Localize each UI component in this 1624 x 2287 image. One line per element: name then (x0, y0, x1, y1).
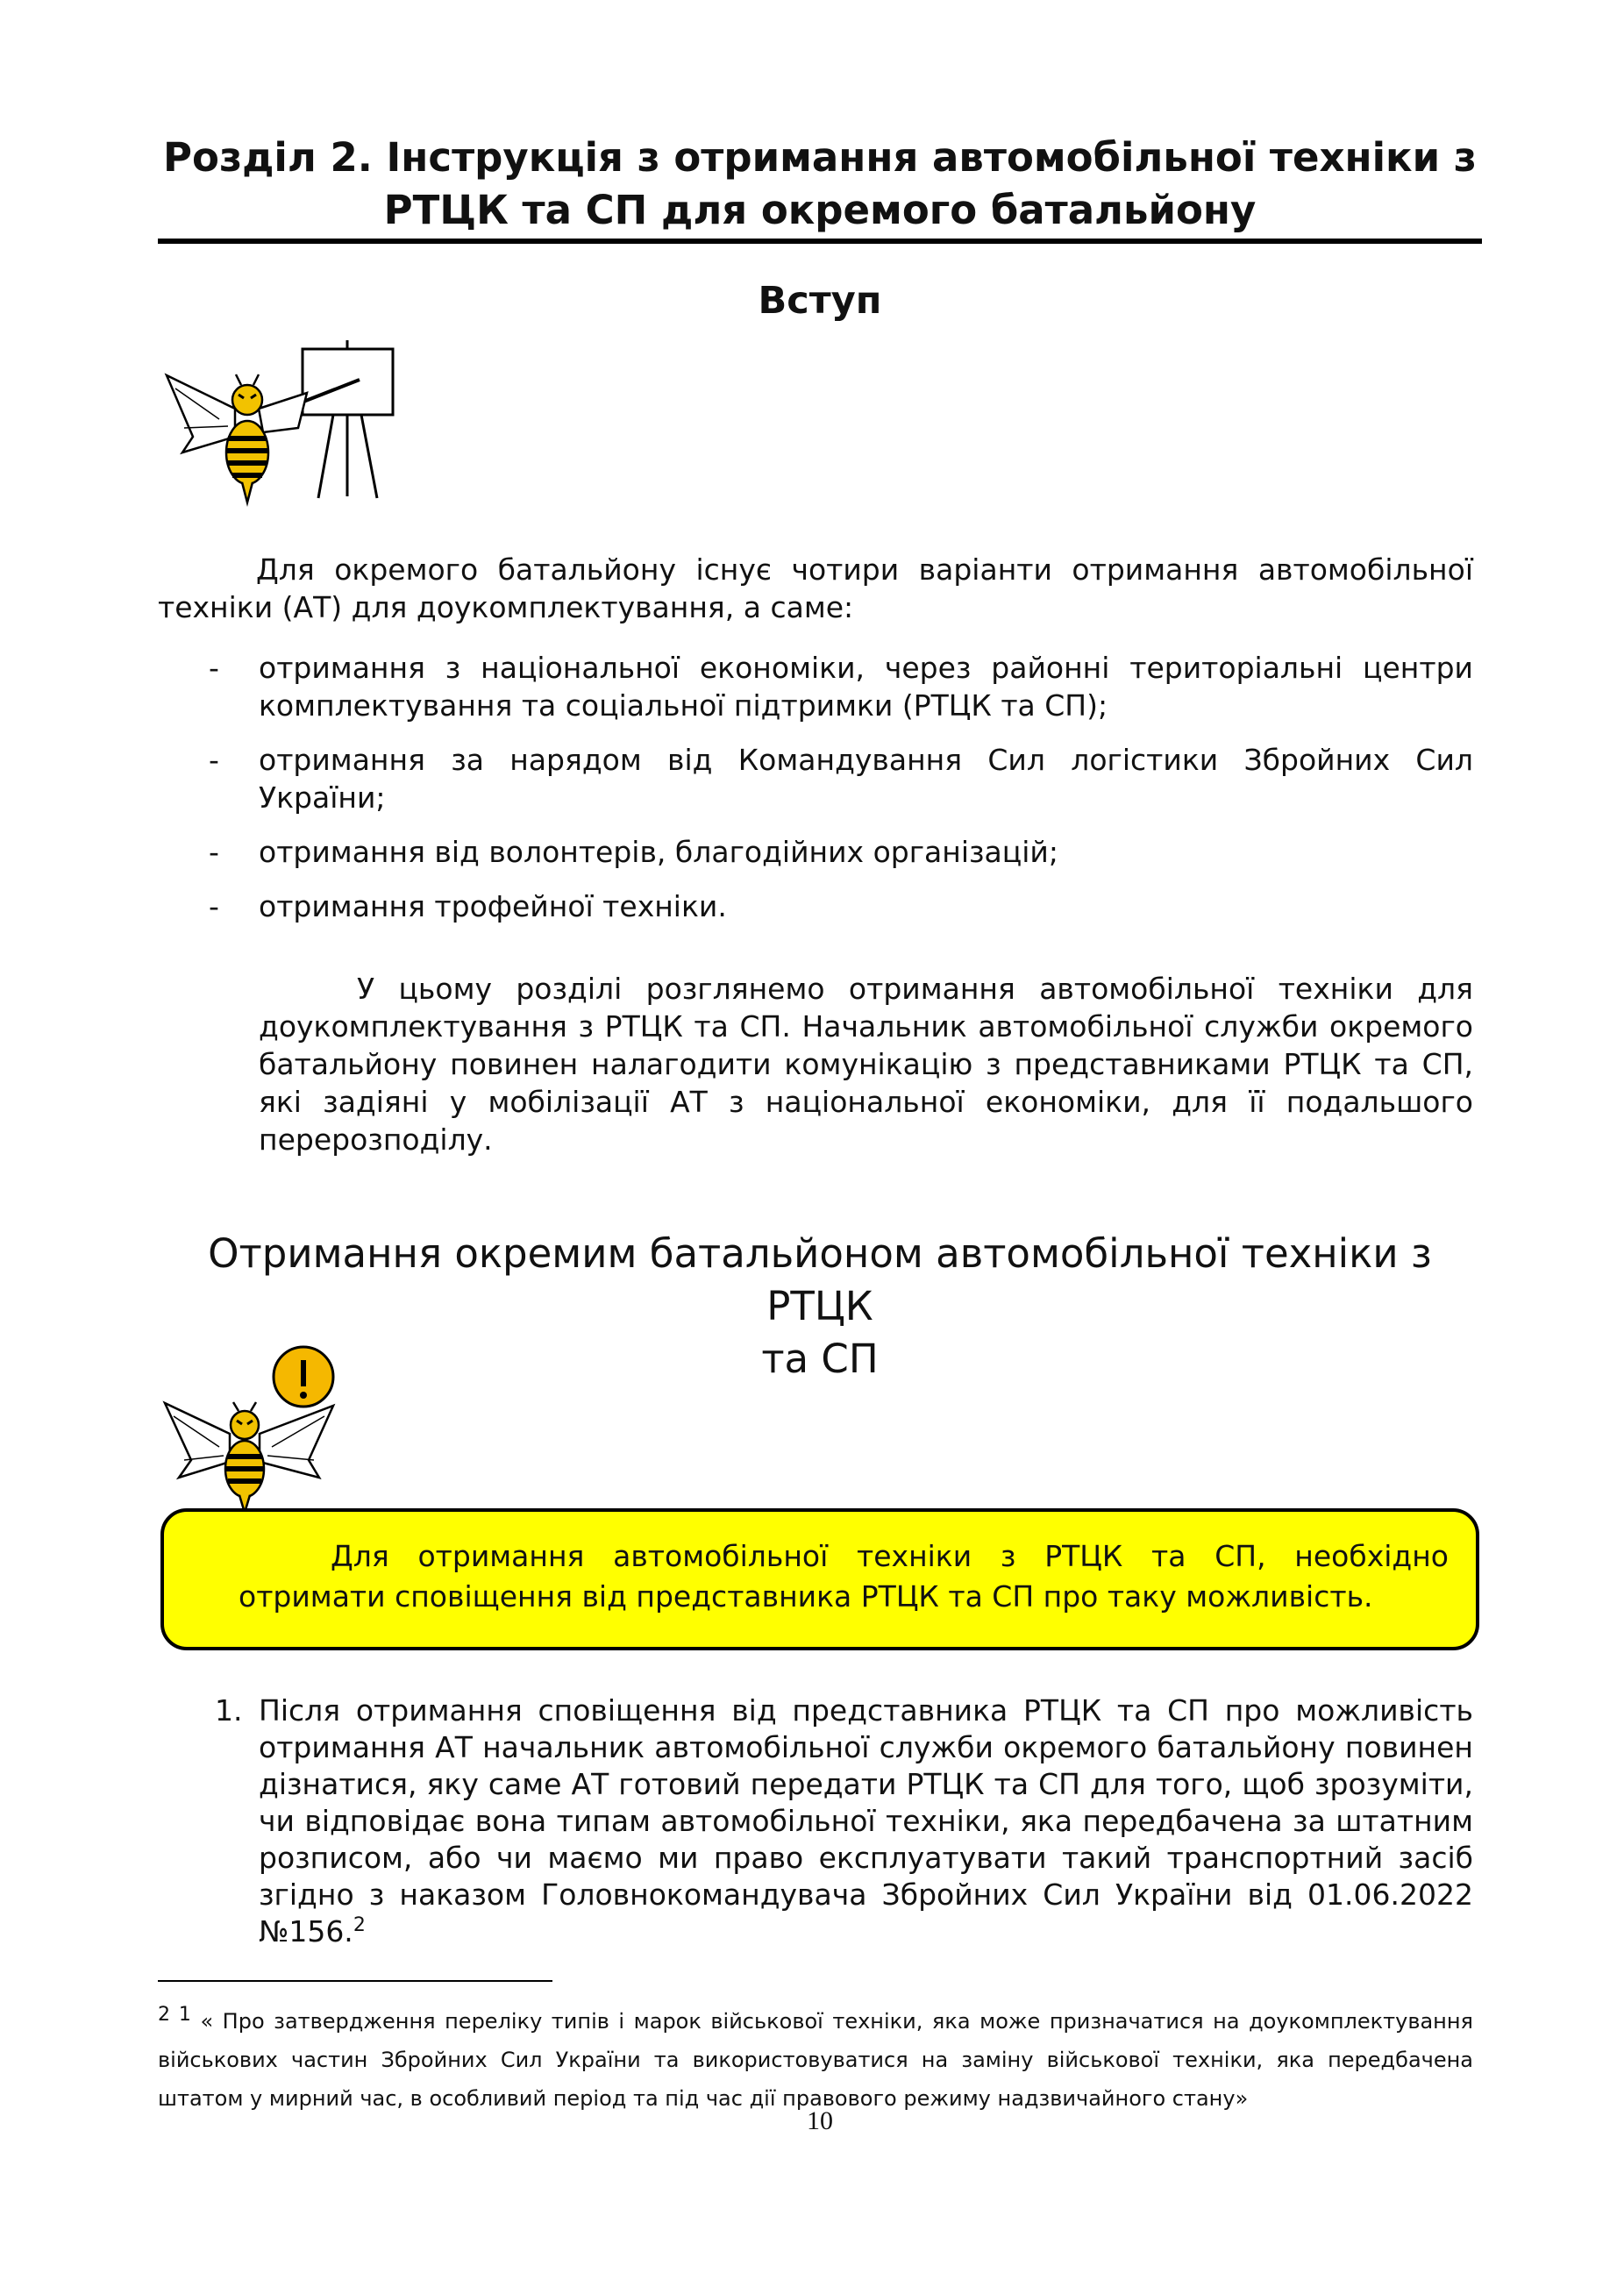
list-item: - отримання з національної економіки, через районні територіальні центри комплектування та соціальної підтримки (РТЦК та СП); (209, 651, 1473, 723)
page-number: 10 (807, 2106, 833, 2135)
intro-paragraph: Для окремого батальйону існує чотири варіанти отримання автомобільної техніки (АТ) для доукомплектування, а саме: (158, 552, 1473, 624)
list-item: - отримання трофейної техніки. (209, 889, 727, 923)
section-title-line1: Розділ 2. Інструкція з отримання автомобільної техніки з (163, 134, 1477, 181)
item-number: 1. (215, 1693, 243, 1728)
intro-title: Вступ (758, 279, 882, 323)
title-underline (158, 239, 1482, 244)
section-title (158, 132, 1482, 237)
list-item: - отримання від волонтерів, благодійних організацій; (209, 835, 1058, 869)
footnote-ref[interactable]: 2 (353, 1914, 366, 1936)
footnote (158, 2002, 1473, 2118)
item-text: Після отримання сповіщення від представника РТЦК та СП про можливість отримання АТ начальник автомобільної служби окремого батальйону повинен дізнатися, яку саме АТ готовий передати РТЦК та СП для того, щоб зрозуміти, чи відповідає вона типам автомобільної техніки, яка передбачена за штатним розписом, або чи маємо ми право експлуатувати такий транспортний засіб згідно з наказом Головнокомандувача Збройних Сил України від 01.06.2022 №156.$^2$ (259, 1693, 1473, 1949)
section-overview-paragraph: У цьому розділі розглянемо отримання автомобільної техніки для доукомплектування з РТЦК та СП. Начальник автомобільної служби окремого батальйону повинен налагодити комунікацію з представниками РТЦК та СП, які задіяні у мобілізації АТ з національної економіки, для її подальшого перерозподілу. (259, 972, 1473, 1157)
numbered-item-1 (158, 1692, 1473, 1950)
subsection-heading: Отримання окремим батальйоном автомобільної техніки з РТЦК та СП (208, 1230, 1432, 1382)
variants-list (158, 649, 1473, 942)
footnote-text: « Про затвердження переліку типів і марок військової техніки, яка може призначатися на доукомплектування військових частин Збройних Сил України та використовуватися на заміну військової техніки, яка передбачена штатом у мирний час, в особливий період та під час дії правового режиму надзвичайного стану» (158, 2009, 1473, 2111)
notice-callout (160, 1508, 1479, 1650)
notice-text: Для отримання автомобільної техніки з РТЦК та СП, необхідно отримати сповіщення від представника РТЦК та СП про таку можливість. (239, 1539, 1449, 1614)
section-title-line2: РТЦК та СП для окремого батальйону (383, 187, 1257, 233)
footnote-separator (158, 1980, 552, 1982)
list-item: - отримання за нарядом від Командування Сил логістики Збройних Сил України; (209, 743, 1473, 815)
footnote-marker: 2 1 (158, 2004, 191, 2026)
bee-teacher-icon (158, 340, 421, 507)
bee-warning-icon (158, 1337, 351, 1513)
